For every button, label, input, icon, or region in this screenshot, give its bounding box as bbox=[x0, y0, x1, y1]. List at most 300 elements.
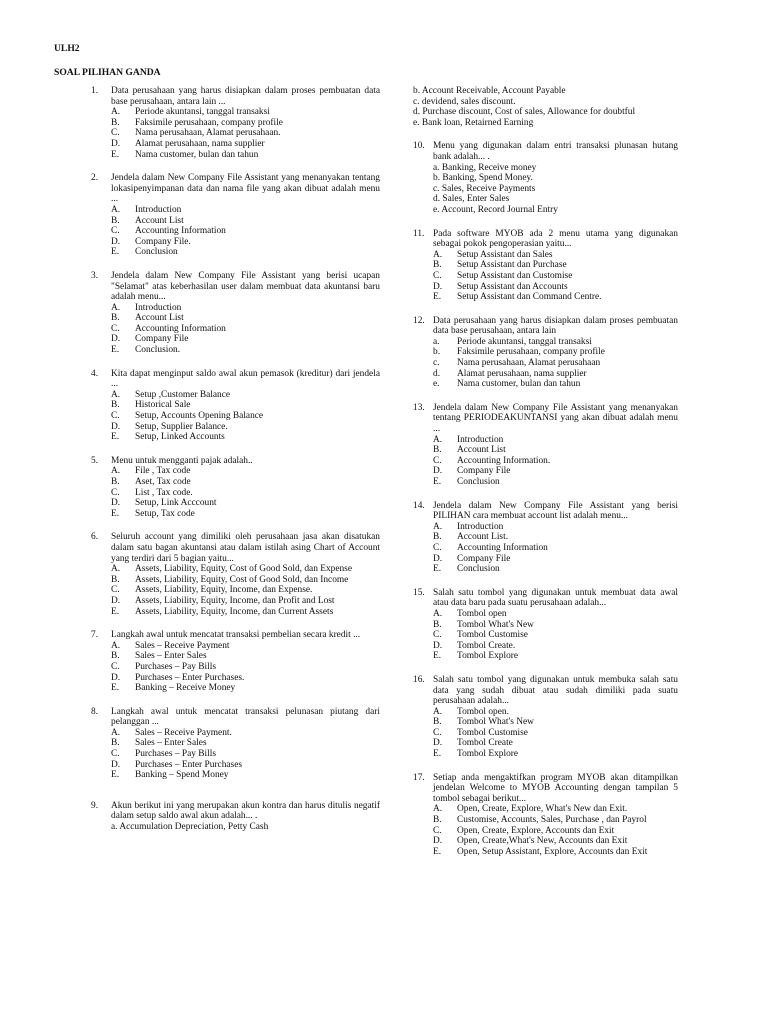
option-text: Tombol Explore bbox=[457, 651, 519, 662]
option-text: Setup ,Customer Balance bbox=[135, 389, 231, 400]
question-item bbox=[91, 369, 380, 443]
question-body bbox=[111, 271, 380, 356]
option-text: Open, Create,What's New, Accounts dan Exit bbox=[457, 836, 628, 847]
answer-option bbox=[111, 432, 380, 443]
option-text: Introduction bbox=[135, 302, 182, 313]
option-letter: A. bbox=[111, 389, 121, 400]
question-number: 15. bbox=[413, 587, 425, 598]
option-letter: D. bbox=[111, 498, 121, 509]
answer-option bbox=[433, 260, 678, 271]
answer-option bbox=[111, 303, 380, 314]
option-text: List , Tax code. bbox=[135, 487, 193, 498]
question-number: 17. bbox=[413, 772, 425, 783]
answer-option bbox=[433, 522, 678, 533]
answer-option bbox=[111, 683, 380, 694]
answer-option bbox=[111, 128, 380, 139]
answer-option bbox=[433, 205, 678, 216]
option-letter: D. bbox=[433, 281, 443, 292]
answer-option bbox=[111, 118, 380, 129]
option-letter: A. bbox=[111, 640, 121, 651]
option-text: Faksimile perusahaan, company profile bbox=[457, 347, 605, 358]
option-text: Company File bbox=[135, 334, 189, 345]
question-9-continuation bbox=[413, 86, 678, 128]
option-text: Assets, Liability, Equity, Cost of Good Sold, dan Income bbox=[135, 574, 349, 585]
question-number: 2. bbox=[91, 173, 99, 184]
option-letter: A. bbox=[433, 608, 443, 619]
option-letter: C. bbox=[111, 128, 120, 139]
answer-option bbox=[111, 150, 380, 161]
question-item bbox=[91, 86, 380, 160]
option-letter: A. bbox=[111, 204, 121, 215]
question-text: Data perusahaan yang harus disiapkan dalam proses pembuatan data base perusahaan, antara lain ... bbox=[111, 86, 380, 107]
answer-option bbox=[111, 205, 380, 216]
option-letter: E. bbox=[433, 564, 442, 575]
option-text: Open, Create, Explore, What's New dan Exit. bbox=[457, 804, 628, 815]
option-text: Nama perusahaan, Alamat perusahaan bbox=[457, 358, 601, 369]
option-text: Setup, Linked Accounts bbox=[135, 432, 225, 443]
answer-option bbox=[433, 292, 678, 303]
option-text: Conclusion. bbox=[135, 345, 181, 356]
option-letter: B. bbox=[111, 574, 120, 585]
option-letter: C. bbox=[433, 825, 442, 836]
question-body bbox=[433, 773, 678, 858]
option-letter: E. bbox=[433, 651, 442, 662]
answer-option bbox=[433, 466, 678, 477]
answer-option bbox=[111, 564, 380, 575]
answer-option bbox=[433, 651, 678, 662]
answer-option bbox=[111, 216, 380, 227]
question-body bbox=[111, 707, 380, 781]
option-letter: E. bbox=[111, 508, 120, 519]
question-item bbox=[413, 501, 678, 575]
answer-option bbox=[111, 226, 380, 237]
option-letter: C. bbox=[433, 542, 442, 553]
answer-option: e. Bank loan, Retairned Earning bbox=[413, 117, 534, 128]
option-text: Setup Assistant dan Sales bbox=[457, 249, 553, 260]
question-text: Jendela dalam New Company File Assistant yang berisi ucapan "Selamat" atas keberhasilan user dalam membuat data akuntansi baru adalah menu... bbox=[111, 270, 380, 303]
option-letter: a. bbox=[433, 336, 440, 347]
answer-option bbox=[433, 282, 678, 293]
option-text: Account List. bbox=[457, 532, 509, 543]
option-letter: A. bbox=[111, 107, 121, 118]
answer-option bbox=[433, 445, 678, 456]
option-letter: A. bbox=[111, 564, 121, 575]
option-text: Setup, Link Acccount bbox=[135, 498, 217, 509]
option-text: Company File bbox=[457, 553, 511, 564]
answer-option bbox=[111, 237, 380, 248]
option-text: Tombol open. bbox=[457, 706, 509, 717]
section-title: SOAL PILIHAN GANDA bbox=[54, 67, 161, 78]
option-letter: B. bbox=[111, 400, 120, 411]
question-text: Data perusahaan yang harus disiapkan dalam proses pembuatan data base perusahaan, antara lain bbox=[433, 315, 678, 337]
question-body bbox=[111, 801, 380, 833]
question-body bbox=[111, 173, 380, 258]
option-letter: E. bbox=[111, 149, 120, 160]
option-text: Tombol Customise bbox=[457, 727, 528, 738]
option-text: Accounting Information. bbox=[457, 455, 551, 466]
answer-option bbox=[111, 139, 380, 150]
question-number: 9. bbox=[91, 800, 99, 811]
option-letter: A. bbox=[111, 302, 121, 313]
option-letter: B. bbox=[433, 717, 442, 728]
option-letter: B. bbox=[111, 738, 120, 749]
question-item bbox=[413, 588, 678, 662]
option-text: Introduction bbox=[457, 434, 504, 445]
answer-option bbox=[111, 585, 380, 596]
option-letter: B. bbox=[433, 260, 442, 271]
answer-option bbox=[111, 575, 380, 586]
option-letter: D. bbox=[433, 553, 443, 564]
option-text: Tombol What's New bbox=[457, 717, 534, 728]
answer-option bbox=[433, 369, 678, 380]
option-text: Accounting Information bbox=[457, 542, 548, 553]
answer-option bbox=[433, 804, 678, 815]
answer-option bbox=[111, 345, 380, 356]
answer-option bbox=[433, 749, 678, 760]
answer-option bbox=[433, 836, 678, 847]
answer-option bbox=[433, 250, 678, 261]
question-item bbox=[413, 675, 678, 760]
answer-option bbox=[111, 673, 380, 684]
question-body bbox=[111, 532, 380, 617]
question-item bbox=[413, 229, 678, 303]
answer-option bbox=[111, 313, 380, 324]
option-text: Aset, Tax code bbox=[135, 477, 191, 487]
option-letter: c. bbox=[433, 358, 440, 369]
answer-option bbox=[433, 194, 678, 205]
option-letter: C. bbox=[433, 727, 442, 738]
question-body bbox=[111, 86, 380, 160]
option-text: Tombol Explore bbox=[457, 749, 519, 760]
answer-option bbox=[433, 641, 678, 652]
option-text: Faksimile perusahaan, company profile bbox=[135, 117, 283, 128]
answer-option bbox=[111, 728, 380, 739]
question-body bbox=[433, 675, 678, 760]
option-text: Conclusion bbox=[457, 477, 500, 487]
question-number: 3. bbox=[91, 270, 99, 281]
option-letter: A. bbox=[433, 804, 443, 815]
question-text: Setiap anda mengaktifkan program MYOB akan ditampilkan jendelan Welcome to MYOB Accounting dengan tampilan 5 tombol sebagai berikut... bbox=[433, 772, 678, 804]
option-text: Setup Assistant dan Purchase bbox=[457, 260, 567, 271]
answer-option bbox=[433, 435, 678, 446]
option-text: Nama perusahaan, Alamat perusahaan. bbox=[135, 128, 281, 139]
option-text: Alamat perusahaan, nama supplier bbox=[135, 138, 265, 149]
option-letter: C. bbox=[111, 323, 120, 334]
answer-option bbox=[111, 662, 380, 673]
answer-option bbox=[433, 717, 678, 728]
question-item bbox=[413, 773, 678, 858]
question-item bbox=[91, 173, 380, 258]
answer-option bbox=[433, 337, 678, 348]
question-number: 13. bbox=[413, 402, 425, 413]
option-text: Purchases – Enter Purchases bbox=[135, 759, 243, 770]
option-text: Purchases – Pay Bills bbox=[135, 661, 216, 672]
question-number: 4. bbox=[91, 368, 99, 379]
question-text: Salah satu tombol yang digunakan untuk membuka salah satu data yang sudah dibuat atau sudah dimiliki pada suatu perusahaan adalah... bbox=[433, 674, 678, 707]
option-text: Conclusion bbox=[135, 247, 178, 258]
option-letter: C. bbox=[111, 226, 120, 237]
option-text: Setup Assistant dan Command Centre. bbox=[457, 292, 602, 303]
option-text: Setup Assistant dan Customise bbox=[457, 270, 573, 281]
question-item bbox=[91, 630, 380, 694]
option-text: Sales – Receive Payment. bbox=[135, 727, 232, 738]
question-text: Menu untuk mengganti pajak adalah.. bbox=[111, 455, 253, 466]
option-letter: E. bbox=[111, 606, 120, 617]
option-text: Banking – Spend Money bbox=[135, 770, 229, 781]
question-number: 6. bbox=[91, 532, 99, 543]
answer-option bbox=[433, 456, 678, 467]
option-text: Open, Create, Explore, Accounts dan Exit bbox=[457, 825, 615, 836]
option-text: Setup Assistant dan Accounts bbox=[457, 281, 568, 292]
answer-option bbox=[111, 596, 380, 607]
answer-option bbox=[433, 163, 678, 174]
question-item bbox=[91, 532, 380, 617]
answer-option bbox=[433, 477, 678, 488]
option-letter: D. bbox=[433, 738, 443, 749]
question-text: Jendela dalam New Company File Assistant yang berisi PILIHAN cara membuat account list adalah menu... bbox=[433, 500, 678, 522]
option-text: Alamat perusahaan, nama supplier bbox=[457, 368, 587, 379]
answer-option bbox=[433, 271, 678, 282]
question-body bbox=[111, 369, 380, 443]
question-body bbox=[111, 456, 380, 520]
question-text: Kita dapat menginput saldo awal akun pemasok (kreditur) dari jendela ... bbox=[111, 368, 380, 390]
answer-option bbox=[433, 543, 678, 554]
question-body bbox=[433, 141, 678, 215]
answer-option: c. devidend, sales discount. bbox=[413, 96, 516, 107]
option-letter: D. bbox=[111, 138, 121, 149]
option-letter: A. bbox=[111, 727, 121, 738]
option-letter: D. bbox=[111, 421, 121, 432]
option-letter: C. bbox=[111, 585, 120, 596]
question-text: Seluruh account yang dimiliki oleh perusahaan jasa akan disatukan dalam satu bagan akuntansi atau dalam istilah asing Chart of Account yang terdiri dari 5 bagian yaitu... bbox=[111, 532, 380, 564]
option-text: e. Account, Record Journal Entry bbox=[433, 204, 558, 215]
option-letter: E. bbox=[111, 432, 120, 443]
option-text: Assets, Liability, Equity, Income, dan Expense. bbox=[135, 585, 313, 596]
option-text: a. Accumulation Depreciation, Petty Cash bbox=[111, 822, 269, 833]
option-text: Setup, Accounts Opening Balance bbox=[135, 411, 264, 422]
answer-option bbox=[433, 347, 678, 358]
option-text: Purchases – Enter Purchases. bbox=[135, 672, 245, 683]
option-letter: d. bbox=[433, 368, 441, 379]
option-text: Setup, Tax code bbox=[135, 508, 195, 519]
option-letter: D. bbox=[111, 334, 121, 345]
answer-option bbox=[433, 847, 678, 858]
option-letter: E. bbox=[111, 247, 120, 258]
question-text: Pada software MYOB ada 2 menu utama yang digunakan sebagai pokok pengoperasian yaitu... bbox=[433, 228, 678, 250]
option-text: Nama customer, bulan dan tahun bbox=[457, 379, 581, 390]
option-text: Sales – Enter Sales bbox=[135, 651, 207, 662]
question-number: 5. bbox=[91, 455, 99, 466]
option-text: Account List bbox=[135, 313, 184, 324]
question-text: Akun berikut ini yang merupakan akun kontra dan harus ditulis negatif dalam setup saldo awal akun adalah... . bbox=[111, 800, 380, 822]
option-letter: A. bbox=[433, 521, 443, 532]
option-text: Periode akuntansi, tanggal transaksi bbox=[135, 107, 270, 118]
option-letter: C. bbox=[433, 270, 442, 281]
question-body bbox=[433, 229, 678, 303]
answer-option bbox=[111, 324, 380, 335]
option-letter: D. bbox=[111, 672, 121, 683]
answer-option bbox=[111, 247, 380, 258]
option-letter: B. bbox=[433, 445, 442, 456]
option-letter: B. bbox=[433, 619, 442, 630]
question-item bbox=[413, 141, 678, 215]
option-text: Tombol What's New bbox=[457, 619, 534, 630]
answer-option bbox=[433, 630, 678, 641]
option-letter: C. bbox=[111, 661, 120, 672]
option-letter: E. bbox=[111, 345, 120, 356]
answer-option bbox=[433, 707, 678, 718]
option-text: Tombol Create. bbox=[457, 640, 516, 651]
option-text: d. Sales, Enter Sales bbox=[433, 194, 510, 205]
option-text: b. Banking, Spend Money. bbox=[433, 173, 533, 184]
answer-option: b. Account Receivable, Account Payable bbox=[413, 86, 566, 96]
option-text: Nama customer, bulan dan tahun bbox=[135, 149, 259, 160]
option-letter: A. bbox=[111, 466, 121, 477]
option-text: Historical Sale bbox=[135, 400, 191, 411]
question-body bbox=[111, 630, 380, 694]
option-text: Conclusion bbox=[457, 564, 500, 575]
option-text: Sales – Enter Sales bbox=[135, 738, 207, 749]
option-letter: C. bbox=[433, 455, 442, 466]
option-letter: C. bbox=[111, 411, 120, 422]
answer-option bbox=[111, 466, 380, 477]
answer-option bbox=[433, 609, 678, 620]
question-number: 11. bbox=[413, 228, 425, 239]
option-letter: E. bbox=[433, 477, 442, 487]
question-item bbox=[91, 456, 380, 520]
option-letter: E. bbox=[111, 770, 120, 781]
option-letter: B. bbox=[111, 651, 120, 662]
option-text: Accounting Information bbox=[135, 226, 226, 237]
option-text: Open, Setup Assistant, Explore, Accounts dan Exit bbox=[457, 846, 648, 857]
question-body bbox=[433, 316, 678, 390]
option-text: Tombol Create bbox=[457, 738, 513, 749]
answer-option bbox=[433, 826, 678, 837]
answer-option bbox=[111, 760, 380, 771]
option-text: Introduction bbox=[135, 204, 182, 215]
answer-option bbox=[111, 488, 380, 499]
answer-option bbox=[433, 379, 678, 390]
option-letter: B. bbox=[433, 532, 442, 543]
answer-option bbox=[433, 532, 678, 543]
option-text: c. Sales, Receive Payments bbox=[433, 183, 536, 194]
answer-option bbox=[433, 358, 678, 369]
answer-option bbox=[111, 509, 380, 520]
option-text: Assets, Liability, Equity, Income, dan Profit and Lost bbox=[135, 595, 335, 606]
question-text: Menu yang digunakan dalam entri transaksi plunasan hutang bank adalah... . bbox=[433, 141, 678, 162]
option-letter: C. bbox=[433, 630, 442, 641]
option-letter: D. bbox=[433, 466, 443, 477]
answer-option bbox=[111, 641, 380, 652]
option-text: Purchases – Pay Bills bbox=[135, 749, 216, 760]
answer-option bbox=[111, 498, 380, 509]
question-text: Jendela dalam New Company File Assistant yang menanyakan tentang lokasipenyimpanan data dan nama file yang akan dibuat adalah menu ... bbox=[111, 173, 380, 205]
answer-option bbox=[433, 815, 678, 826]
option-letter: C. bbox=[111, 749, 120, 760]
option-text: Company File. bbox=[135, 236, 191, 247]
question-number: 16. bbox=[413, 674, 425, 685]
answer-option bbox=[111, 477, 380, 488]
option-text: Customise, Accounts, Sales, Purchase , dan Payrol bbox=[457, 815, 647, 826]
option-letter: E. bbox=[433, 749, 442, 760]
option-text: a. Banking, Receive money bbox=[433, 162, 537, 173]
option-text: Account List bbox=[457, 445, 506, 456]
option-letter: D. bbox=[433, 640, 443, 651]
option-text: Assets, Liability, Equity, Cost of Good Sold, dan Expense bbox=[135, 564, 352, 575]
option-text: Introduction bbox=[457, 521, 504, 532]
answer-option bbox=[433, 620, 678, 631]
answer-option bbox=[111, 651, 380, 662]
question-text: Jendela dalam New Company File Assistant yang menanyakan tentang PERIODEAKUNTANSI yang akan dibuat adalah menu ... bbox=[433, 402, 678, 435]
option-letter: A. bbox=[433, 706, 443, 717]
question-number: 8. bbox=[91, 706, 99, 717]
answer-option bbox=[111, 422, 380, 433]
option-text: Account List bbox=[135, 215, 184, 226]
option-letter: C. bbox=[111, 487, 120, 498]
option-letter: B. bbox=[433, 815, 442, 826]
question-text: Salah satu tombol yang digunakan untuk membuat data awal atau data baru pada suatu perusahaan adalah... bbox=[433, 587, 678, 609]
document-code: ULH2 bbox=[54, 43, 80, 54]
answer-option bbox=[433, 184, 678, 195]
question-item bbox=[413, 316, 678, 390]
left-column bbox=[91, 86, 380, 846]
option-letter: E. bbox=[111, 683, 120, 694]
option-text: File , Tax code bbox=[135, 466, 191, 477]
answer-option bbox=[111, 107, 380, 118]
option-letter: A. bbox=[433, 249, 443, 260]
option-letter: D. bbox=[433, 836, 443, 847]
question-number: 1. bbox=[91, 86, 99, 96]
answer-option bbox=[111, 749, 380, 760]
option-letter: E. bbox=[433, 292, 442, 303]
answer-option: d. Purchase discount, Cost of sales, Allowance for doubtful bbox=[413, 107, 636, 118]
answer-option bbox=[111, 607, 380, 618]
question-item bbox=[413, 403, 678, 488]
question-body bbox=[433, 403, 678, 488]
option-letter: D. bbox=[111, 759, 121, 770]
option-letter: D. bbox=[111, 595, 121, 606]
option-letter: B. bbox=[111, 117, 120, 128]
question-body bbox=[433, 501, 678, 575]
option-text: Accounting Information bbox=[135, 323, 226, 334]
option-letter: b. bbox=[433, 347, 441, 358]
answer-option bbox=[111, 334, 380, 345]
question-number: 7. bbox=[91, 630, 99, 641]
answer-option bbox=[111, 738, 380, 749]
question-item bbox=[91, 707, 380, 781]
option-text: Tombol open bbox=[457, 608, 507, 619]
option-text: Periode akuntansi, tanggal transaksi bbox=[457, 336, 592, 347]
question-number: 12. bbox=[413, 315, 425, 326]
option-letter: B. bbox=[111, 215, 120, 226]
option-text: Assets, Liability, Equity, Income, dan Current Assets bbox=[135, 606, 334, 617]
right-column bbox=[413, 86, 678, 870]
question-number: 10. bbox=[413, 141, 425, 152]
option-letter: B. bbox=[111, 313, 120, 324]
answer-option bbox=[433, 738, 678, 749]
answer-option bbox=[111, 400, 380, 411]
question-text: Langkah awal untuk mencatat transaksi pembelian secara kredit ... bbox=[111, 630, 361, 641]
answer-option bbox=[433, 564, 678, 575]
option-text: Company File bbox=[457, 466, 511, 477]
option-letter: A. bbox=[433, 434, 443, 445]
answer-option bbox=[433, 554, 678, 565]
question-body bbox=[433, 588, 678, 662]
answer-option bbox=[433, 728, 678, 739]
answer-option bbox=[111, 770, 380, 781]
option-letter: E. bbox=[433, 846, 442, 857]
question-number: 14. bbox=[413, 500, 425, 511]
